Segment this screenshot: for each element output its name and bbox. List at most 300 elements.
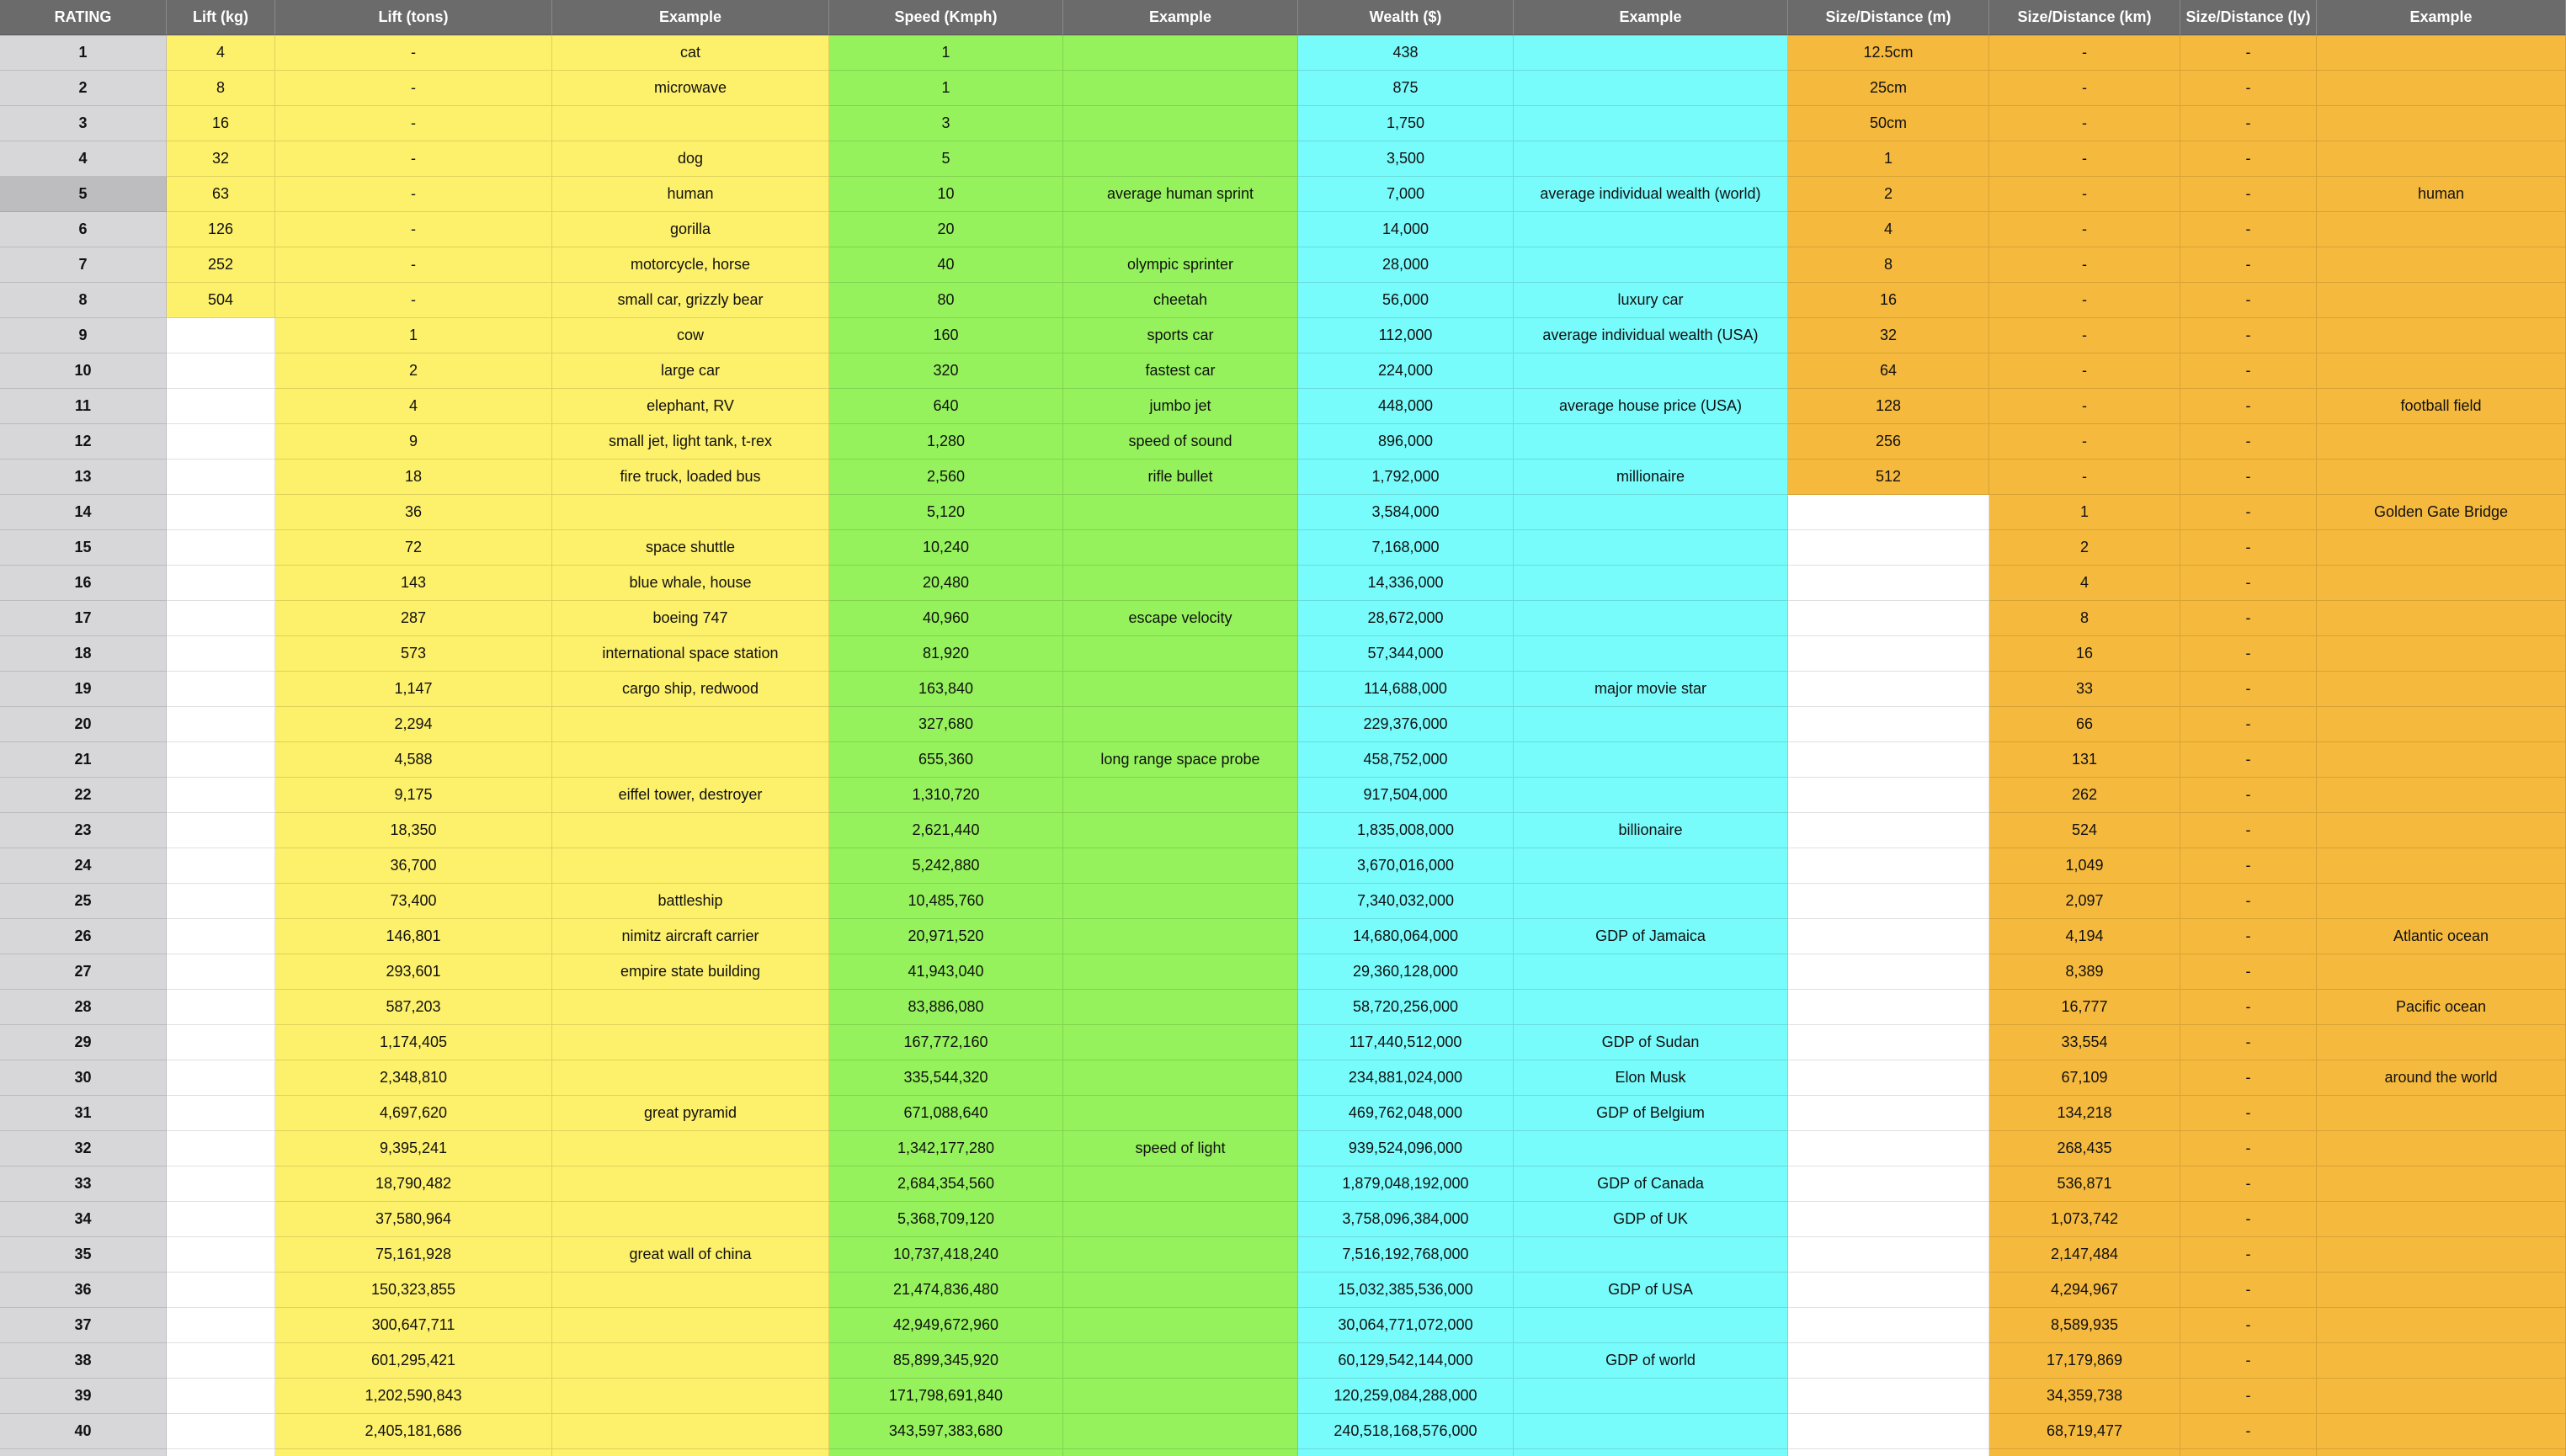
cell-lift-example[interactable]: space shuttle [552, 530, 829, 566]
cell-size-example[interactable] [2317, 1308, 2566, 1343]
cell-lift-tons[interactable]: - [275, 71, 552, 106]
cell-size-m[interactable] [1788, 1449, 1989, 1456]
cell-lift-example[interactable]: small jet, light tank, t-rex [552, 424, 829, 460]
cell-speed-kmph[interactable] [829, 1449, 1063, 1456]
cell-lift-kg[interactable] [167, 1343, 275, 1379]
cell-speed-example[interactable] [1063, 141, 1298, 177]
cell-lift-kg[interactable] [167, 954, 275, 990]
cell-wealth-usd[interactable]: 1,879,048,192,000 [1298, 1166, 1514, 1202]
cell-rating[interactable]: 34 [0, 1202, 167, 1237]
cell-size-ly[interactable]: - [2180, 848, 2317, 884]
cell-speed-example[interactable] [1063, 848, 1298, 884]
cell-lift-tons[interactable]: 4,697,620 [275, 1096, 552, 1131]
cell-size-example[interactable] [2317, 424, 2566, 460]
cell-lift-tons[interactable]: 9,395,241 [275, 1131, 552, 1166]
cell-size-ly[interactable]: - [2180, 1025, 2317, 1060]
cell-size-example[interactable] [2317, 742, 2566, 778]
cell-speed-example[interactable]: cheetah [1063, 283, 1298, 318]
cell-speed-kmph[interactable]: 343,597,383,680 [829, 1414, 1063, 1449]
cell-lift-tons[interactable]: 36 [275, 495, 552, 530]
cell-speed-kmph[interactable]: 81,920 [829, 636, 1063, 672]
cell-size-ly[interactable]: - [2180, 1414, 2317, 1449]
cell-lift-tons[interactable]: 73,400 [275, 884, 552, 919]
cell-lift-tons[interactable]: 150,323,855 [275, 1273, 552, 1308]
cell-wealth-usd[interactable]: 15,032,385,536,000 [1298, 1273, 1514, 1308]
cell-lift-tons[interactable]: - [275, 106, 552, 141]
cell-wealth-usd[interactable]: 7,168,000 [1298, 530, 1514, 566]
cell-size-example[interactable] [2317, 672, 2566, 707]
cell-wealth-usd[interactable]: 57,344,000 [1298, 636, 1514, 672]
cell-wealth-example[interactable]: GDP of world [1514, 1343, 1788, 1379]
column-header-wealth-example[interactable]: Example [1514, 0, 1788, 35]
cell-lift-example[interactable] [552, 1131, 829, 1166]
cell-size-m[interactable] [1788, 1343, 1989, 1379]
cell-size-m[interactable] [1788, 1025, 1989, 1060]
cell-speed-example[interactable] [1063, 1414, 1298, 1449]
cell-size-m[interactable] [1788, 1131, 1989, 1166]
column-header-size-m[interactable]: Size/Distance (m) [1788, 0, 1989, 35]
cell-lift-example[interactable]: great pyramid [552, 1096, 829, 1131]
cell-rating[interactable]: 11 [0, 389, 167, 424]
cell-wealth-usd[interactable]: 29,360,128,000 [1298, 954, 1514, 990]
cell-speed-example[interactable] [1063, 990, 1298, 1025]
cell-speed-example[interactable] [1063, 566, 1298, 601]
cell-lift-kg[interactable] [167, 1166, 275, 1202]
cell-size-m[interactable] [1788, 1202, 1989, 1237]
cell-lift-kg[interactable] [167, 990, 275, 1025]
cell-wealth-usd[interactable]: 234,881,024,000 [1298, 1060, 1514, 1096]
cell-lift-tons[interactable]: 1,202,590,843 [275, 1379, 552, 1414]
cell-speed-kmph[interactable]: 20,971,520 [829, 919, 1063, 954]
cell-speed-kmph[interactable]: 10,240 [829, 530, 1063, 566]
cell-size-ly[interactable]: - [2180, 813, 2317, 848]
cell-speed-kmph[interactable]: 20,480 [829, 566, 1063, 601]
cell-size-m[interactable]: 64 [1788, 353, 1989, 389]
cell-size-ly[interactable]: - [2180, 247, 2317, 283]
cell-size-km[interactable]: 2,097 [1989, 884, 2180, 919]
cell-lift-tons[interactable]: 300,647,711 [275, 1308, 552, 1343]
cell-speed-example[interactable] [1063, 1060, 1298, 1096]
cell-size-example[interactable] [2317, 35, 2566, 71]
cell-rating[interactable]: 5 [0, 177, 167, 212]
cell-size-m[interactable] [1788, 1060, 1989, 1096]
cell-lift-example[interactable]: boeing 747 [552, 601, 829, 636]
cell-size-example[interactable] [2317, 1166, 2566, 1202]
cell-size-example[interactable] [2317, 283, 2566, 318]
cell-lift-kg[interactable] [167, 813, 275, 848]
cell-lift-example[interactable] [552, 1202, 829, 1237]
cell-speed-kmph[interactable]: 42,949,672,960 [829, 1308, 1063, 1343]
cell-lift-example[interactable] [552, 848, 829, 884]
cell-wealth-example[interactable] [1514, 742, 1788, 778]
cell-speed-example[interactable] [1063, 1343, 1298, 1379]
cell-rating[interactable]: 25 [0, 884, 167, 919]
cell-size-m[interactable] [1788, 919, 1989, 954]
cell-wealth-example[interactable] [1514, 141, 1788, 177]
cell-speed-example[interactable] [1063, 884, 1298, 919]
cell-size-km[interactable]: - [1989, 35, 2180, 71]
cell-wealth-example[interactable] [1514, 566, 1788, 601]
cell-wealth-example[interactable]: GDP of USA [1514, 1273, 1788, 1308]
cell-lift-kg[interactable] [167, 1131, 275, 1166]
cell-size-ly[interactable]: - [2180, 1202, 2317, 1237]
cell-wealth-usd[interactable]: 28,000 [1298, 247, 1514, 283]
cell-wealth-example[interactable] [1514, 990, 1788, 1025]
cell-wealth-example[interactable] [1514, 707, 1788, 742]
cell-size-ly[interactable]: - [2180, 1379, 2317, 1414]
cell-rating[interactable]: 24 [0, 848, 167, 884]
cell-lift-kg[interactable] [167, 353, 275, 389]
cell-size-m[interactable] [1788, 813, 1989, 848]
cell-size-ly[interactable]: - [2180, 318, 2317, 353]
cell-size-example[interactable] [2317, 778, 2566, 813]
cell-speed-example[interactable] [1063, 1449, 1298, 1456]
cell-wealth-example[interactable] [1514, 35, 1788, 71]
cell-wealth-usd[interactable]: 30,064,771,072,000 [1298, 1308, 1514, 1343]
cell-speed-example[interactable] [1063, 530, 1298, 566]
cell-wealth-usd[interactable]: 3,758,096,384,000 [1298, 1202, 1514, 1237]
cell-size-ly[interactable]: - [2180, 530, 2317, 566]
cell-size-example[interactable] [2317, 707, 2566, 742]
cell-size-ly[interactable] [2180, 1449, 2317, 1456]
cell-size-ly[interactable]: - [2180, 460, 2317, 495]
cell-wealth-usd[interactable]: 1,750 [1298, 106, 1514, 141]
cell-speed-kmph[interactable]: 10 [829, 177, 1063, 212]
cell-lift-example[interactable]: empire state building [552, 954, 829, 990]
cell-rating[interactable]: 37 [0, 1308, 167, 1343]
cell-rating[interactable]: 40 [0, 1414, 167, 1449]
cell-speed-example[interactable]: jumbo jet [1063, 389, 1298, 424]
cell-wealth-example[interactable] [1514, 106, 1788, 141]
cell-lift-tons[interactable]: - [275, 283, 552, 318]
cell-speed-kmph[interactable]: 163,840 [829, 672, 1063, 707]
cell-size-ly[interactable]: - [2180, 1131, 2317, 1166]
cell-size-m[interactable] [1788, 1237, 1989, 1273]
cell-speed-kmph[interactable]: 640 [829, 389, 1063, 424]
cell-size-example[interactable] [2317, 141, 2566, 177]
cell-lift-kg[interactable]: 504 [167, 283, 275, 318]
cell-lift-tons[interactable]: 1 [275, 318, 552, 353]
cell-lift-kg[interactable] [167, 460, 275, 495]
cell-size-ly[interactable]: - [2180, 71, 2317, 106]
cell-wealth-usd[interactable]: 448,000 [1298, 389, 1514, 424]
cell-size-km[interactable] [1989, 1449, 2180, 1456]
cell-rating[interactable]: 27 [0, 954, 167, 990]
cell-lift-tons[interactable]: 587,203 [275, 990, 552, 1025]
cell-lift-tons[interactable]: 573 [275, 636, 552, 672]
cell-speed-example[interactable] [1063, 1096, 1298, 1131]
cell-size-ly[interactable]: - [2180, 106, 2317, 141]
cell-speed-example[interactable]: average human sprint [1063, 177, 1298, 212]
cell-size-example[interactable] [2317, 566, 2566, 601]
cell-size-m[interactable]: 16 [1788, 283, 1989, 318]
cell-lift-kg[interactable] [167, 1202, 275, 1237]
cell-lift-example[interactable]: cargo ship, redwood [552, 672, 829, 707]
cell-lift-example[interactable]: battleship [552, 884, 829, 919]
cell-wealth-example[interactable] [1514, 495, 1788, 530]
cell-lift-example[interactable]: gorilla [552, 212, 829, 247]
cell-size-km[interactable]: 1 [1989, 495, 2180, 530]
cell-lift-kg[interactable]: 4 [167, 35, 275, 71]
cell-speed-example[interactable] [1063, 919, 1298, 954]
cell-size-m[interactable] [1788, 707, 1989, 742]
cell-size-ly[interactable]: - [2180, 1060, 2317, 1096]
cell-wealth-example[interactable] [1514, 212, 1788, 247]
column-header-wealth-usd[interactable]: Wealth ($) [1298, 0, 1514, 35]
cell-speed-kmph[interactable]: 320 [829, 353, 1063, 389]
cell-size-ly[interactable]: - [2180, 35, 2317, 71]
cell-lift-kg[interactable] [167, 778, 275, 813]
cell-wealth-usd[interactable]: 939,524,096,000 [1298, 1131, 1514, 1166]
cell-wealth-example[interactable] [1514, 636, 1788, 672]
cell-wealth-example[interactable] [1514, 1449, 1788, 1456]
cell-lift-tons[interactable]: 75,161,928 [275, 1237, 552, 1273]
cell-lift-example[interactable] [552, 1308, 829, 1343]
cell-size-m[interactable] [1788, 495, 1989, 530]
cell-size-example[interactable] [2317, 530, 2566, 566]
cell-speed-kmph[interactable]: 671,088,640 [829, 1096, 1063, 1131]
cell-speed-example[interactable] [1063, 954, 1298, 990]
cell-wealth-example[interactable] [1514, 778, 1788, 813]
cell-lift-kg[interactable]: 126 [167, 212, 275, 247]
cell-size-km[interactable]: 33,554 [1989, 1025, 2180, 1060]
cell-lift-tons[interactable]: 36,700 [275, 848, 552, 884]
cell-speed-kmph[interactable]: 1,310,720 [829, 778, 1063, 813]
cell-lift-example[interactable] [552, 1379, 829, 1414]
cell-size-ly[interactable]: - [2180, 283, 2317, 318]
cell-size-m[interactable]: 25cm [1788, 71, 1989, 106]
cell-size-km[interactable]: 16 [1989, 636, 2180, 672]
cell-lift-example[interactable] [552, 742, 829, 778]
cell-lift-kg[interactable] [167, 636, 275, 672]
cell-size-km[interactable]: 8 [1989, 601, 2180, 636]
column-header-lift-tons[interactable]: Lift (tons) [275, 0, 552, 35]
cell-size-km[interactable]: 1,073,742 [1989, 1202, 2180, 1237]
cell-wealth-example[interactable]: average individual wealth (world) [1514, 177, 1788, 212]
cell-lift-example[interactable] [552, 707, 829, 742]
cell-size-km[interactable]: 67,109 [1989, 1060, 2180, 1096]
cell-lift-tons[interactable]: 1,174,405 [275, 1025, 552, 1060]
cell-wealth-usd[interactable]: 7,000 [1298, 177, 1514, 212]
cell-lift-example[interactable]: blue whale, house [552, 566, 829, 601]
cell-lift-tons[interactable]: 2 [275, 353, 552, 389]
cell-lift-kg[interactable] [167, 848, 275, 884]
cell-wealth-example[interactable] [1514, 848, 1788, 884]
cell-size-ly[interactable]: - [2180, 495, 2317, 530]
cell-size-m[interactable] [1788, 848, 1989, 884]
cell-size-ly[interactable]: - [2180, 353, 2317, 389]
cell-rating[interactable]: 22 [0, 778, 167, 813]
cell-size-example[interactable] [2317, 1343, 2566, 1379]
cell-lift-tons[interactable]: 18,350 [275, 813, 552, 848]
cell-lift-tons[interactable]: - [275, 141, 552, 177]
cell-wealth-usd[interactable]: 917,504,000 [1298, 778, 1514, 813]
cell-wealth-usd[interactable]: 438 [1298, 35, 1514, 71]
cell-lift-kg[interactable] [167, 495, 275, 530]
cell-size-m[interactable] [1788, 884, 1989, 919]
cell-speed-kmph[interactable]: 5,368,709,120 [829, 1202, 1063, 1237]
cell-rating[interactable]: 14 [0, 495, 167, 530]
cell-size-ly[interactable]: - [2180, 1237, 2317, 1273]
cell-speed-example[interactable]: long range space probe [1063, 742, 1298, 778]
cell-size-km[interactable]: 2,147,484 [1989, 1237, 2180, 1273]
cell-wealth-usd[interactable]: 3,584,000 [1298, 495, 1514, 530]
cell-lift-example[interactable] [552, 106, 829, 141]
cell-lift-kg[interactable]: 63 [167, 177, 275, 212]
cell-size-m[interactable]: 512 [1788, 460, 1989, 495]
cell-rating[interactable]: 15 [0, 530, 167, 566]
cell-speed-example[interactable] [1063, 35, 1298, 71]
cell-speed-kmph[interactable]: 2,560 [829, 460, 1063, 495]
cell-size-ly[interactable]: - [2180, 954, 2317, 990]
cell-size-km[interactable]: 4,194 [1989, 919, 2180, 954]
cell-speed-example[interactable] [1063, 778, 1298, 813]
cell-wealth-usd[interactable]: 7,516,192,768,000 [1298, 1237, 1514, 1273]
cell-lift-kg[interactable] [167, 742, 275, 778]
cell-lift-tons[interactable]: 4 [275, 389, 552, 424]
cell-wealth-usd[interactable]: 120,259,084,288,000 [1298, 1379, 1514, 1414]
cell-size-km[interactable]: 33 [1989, 672, 2180, 707]
cell-lift-kg[interactable] [167, 672, 275, 707]
cell-speed-kmph[interactable]: 327,680 [829, 707, 1063, 742]
cell-wealth-usd[interactable]: 56,000 [1298, 283, 1514, 318]
cell-size-ly[interactable]: - [2180, 1166, 2317, 1202]
cell-lift-tons[interactable]: 37,580,964 [275, 1202, 552, 1237]
cell-speed-kmph[interactable]: 160 [829, 318, 1063, 353]
cell-wealth-usd[interactable]: 58,720,256,000 [1298, 990, 1514, 1025]
cell-wealth-example[interactable]: GDP of UK [1514, 1202, 1788, 1237]
cell-wealth-example[interactable]: average house price (USA) [1514, 389, 1788, 424]
cell-speed-example[interactable]: fastest car [1063, 353, 1298, 389]
cell-wealth-usd[interactable]: 229,376,000 [1298, 707, 1514, 742]
cell-lift-example[interactable]: international space station [552, 636, 829, 672]
cell-wealth-example[interactable]: luxury car [1514, 283, 1788, 318]
cell-lift-kg[interactable]: 16 [167, 106, 275, 141]
cell-size-ly[interactable]: - [2180, 177, 2317, 212]
cell-size-example[interactable]: Atlantic ocean [2317, 919, 2566, 954]
cell-size-km[interactable]: 68,719,477 [1989, 1414, 2180, 1449]
cell-lift-example[interactable]: large car [552, 353, 829, 389]
cell-lift-kg[interactable] [167, 1414, 275, 1449]
cell-rating[interactable]: 21 [0, 742, 167, 778]
cell-lift-kg[interactable] [167, 1096, 275, 1131]
cell-lift-example[interactable]: eiffel tower, destroyer [552, 778, 829, 813]
cell-wealth-example[interactable]: billionaire [1514, 813, 1788, 848]
cell-size-m[interactable]: 1 [1788, 141, 1989, 177]
cell-lift-kg[interactable] [167, 707, 275, 742]
cell-size-example[interactable] [2317, 1131, 2566, 1166]
cell-lift-tons[interactable]: - [275, 35, 552, 71]
cell-lift-example[interactable]: nimitz aircraft carrier [552, 919, 829, 954]
cell-wealth-usd[interactable]: 60,129,542,144,000 [1298, 1343, 1514, 1379]
cell-wealth-usd[interactable]: 469,762,048,000 [1298, 1096, 1514, 1131]
cell-speed-kmph[interactable]: 5 [829, 141, 1063, 177]
cell-lift-tons[interactable]: - [275, 212, 552, 247]
cell-speed-example[interactable] [1063, 1379, 1298, 1414]
cell-size-km[interactable]: 8,589,935 [1989, 1308, 2180, 1343]
cell-size-m[interactable]: 8 [1788, 247, 1989, 283]
cell-lift-example[interactable]: small car, grizzly bear [552, 283, 829, 318]
cell-lift-tons[interactable]: 4,588 [275, 742, 552, 778]
cell-wealth-example[interactable]: average individual wealth (USA) [1514, 318, 1788, 353]
cell-speed-kmph[interactable]: 85,899,345,920 [829, 1343, 1063, 1379]
cell-size-km[interactable]: 524 [1989, 813, 2180, 848]
cell-speed-example[interactable]: sports car [1063, 318, 1298, 353]
cell-lift-kg[interactable]: 252 [167, 247, 275, 283]
cell-size-m[interactable] [1788, 1096, 1989, 1131]
cell-lift-example[interactable]: fire truck, loaded bus [552, 460, 829, 495]
cell-size-km[interactable]: - [1989, 353, 2180, 389]
cell-lift-tons[interactable]: 143 [275, 566, 552, 601]
cell-wealth-example[interactable] [1514, 1379, 1788, 1414]
cell-lift-example[interactable]: motorcycle, horse [552, 247, 829, 283]
cell-lift-example[interactable] [552, 1343, 829, 1379]
column-header-speed-kmph[interactable]: Speed (Kmph) [829, 0, 1063, 35]
cell-lift-tons[interactable]: 9,175 [275, 778, 552, 813]
cell-size-m[interactable] [1788, 778, 1989, 813]
cell-lift-example[interactable]: dog [552, 141, 829, 177]
cell-wealth-example[interactable] [1514, 954, 1788, 990]
cell-size-m[interactable] [1788, 1414, 1989, 1449]
column-header-size-ly[interactable]: Size/Distance (ly) [2180, 0, 2317, 35]
cell-size-ly[interactable]: - [2180, 742, 2317, 778]
cell-size-ly[interactable]: - [2180, 212, 2317, 247]
cell-size-m[interactable] [1788, 1166, 1989, 1202]
cell-lift-tons[interactable]: 287 [275, 601, 552, 636]
cell-size-example[interactable] [2317, 1096, 2566, 1131]
cell-size-example[interactable] [2317, 813, 2566, 848]
cell-wealth-usd[interactable]: 224,000 [1298, 353, 1514, 389]
cell-lift-kg[interactable]: 8 [167, 71, 275, 106]
cell-wealth-example[interactable] [1514, 424, 1788, 460]
cell-size-example[interactable] [2317, 1202, 2566, 1237]
cell-lift-kg[interactable] [167, 919, 275, 954]
cell-size-m[interactable] [1788, 954, 1989, 990]
cell-speed-kmph[interactable]: 21,474,836,480 [829, 1273, 1063, 1308]
cell-wealth-example[interactable]: GDP of Belgium [1514, 1096, 1788, 1131]
cell-size-km[interactable]: 66 [1989, 707, 2180, 742]
cell-speed-example[interactable]: speed of sound [1063, 424, 1298, 460]
cell-size-km[interactable]: 536,871 [1989, 1166, 2180, 1202]
cell-wealth-usd[interactable]: 112,000 [1298, 318, 1514, 353]
cell-lift-example[interactable] [552, 495, 829, 530]
cell-size-km[interactable]: - [1989, 424, 2180, 460]
cell-size-km[interactable]: - [1989, 71, 2180, 106]
cell-lift-example[interactable] [552, 990, 829, 1025]
cell-rating[interactable]: 3 [0, 106, 167, 141]
cell-size-m[interactable] [1788, 636, 1989, 672]
cell-rating[interactable]: 30 [0, 1060, 167, 1096]
cell-size-example[interactable]: football field [2317, 389, 2566, 424]
cell-speed-kmph[interactable]: 167,772,160 [829, 1025, 1063, 1060]
cell-speed-example[interactable] [1063, 1237, 1298, 1273]
cell-size-km[interactable]: - [1989, 247, 2180, 283]
cell-speed-kmph[interactable]: 5,120 [829, 495, 1063, 530]
cell-lift-tons[interactable]: 1,147 [275, 672, 552, 707]
cell-size-km[interactable]: 4,294,967 [1989, 1273, 2180, 1308]
cell-rating[interactable]: 2 [0, 71, 167, 106]
cell-size-m[interactable]: 256 [1788, 424, 1989, 460]
cell-size-km[interactable]: 131 [1989, 742, 2180, 778]
cell-lift-example[interactable]: elephant, RV [552, 389, 829, 424]
cell-size-km[interactable]: - [1989, 177, 2180, 212]
cell-lift-tons[interactable]: 2,405,181,686 [275, 1414, 552, 1449]
cell-size-km[interactable]: - [1989, 141, 2180, 177]
column-header-rating[interactable]: RATING [0, 0, 167, 35]
cell-speed-example[interactable] [1063, 672, 1298, 707]
cell-speed-kmph[interactable]: 10,737,418,240 [829, 1237, 1063, 1273]
cell-rating[interactable]: 18 [0, 636, 167, 672]
